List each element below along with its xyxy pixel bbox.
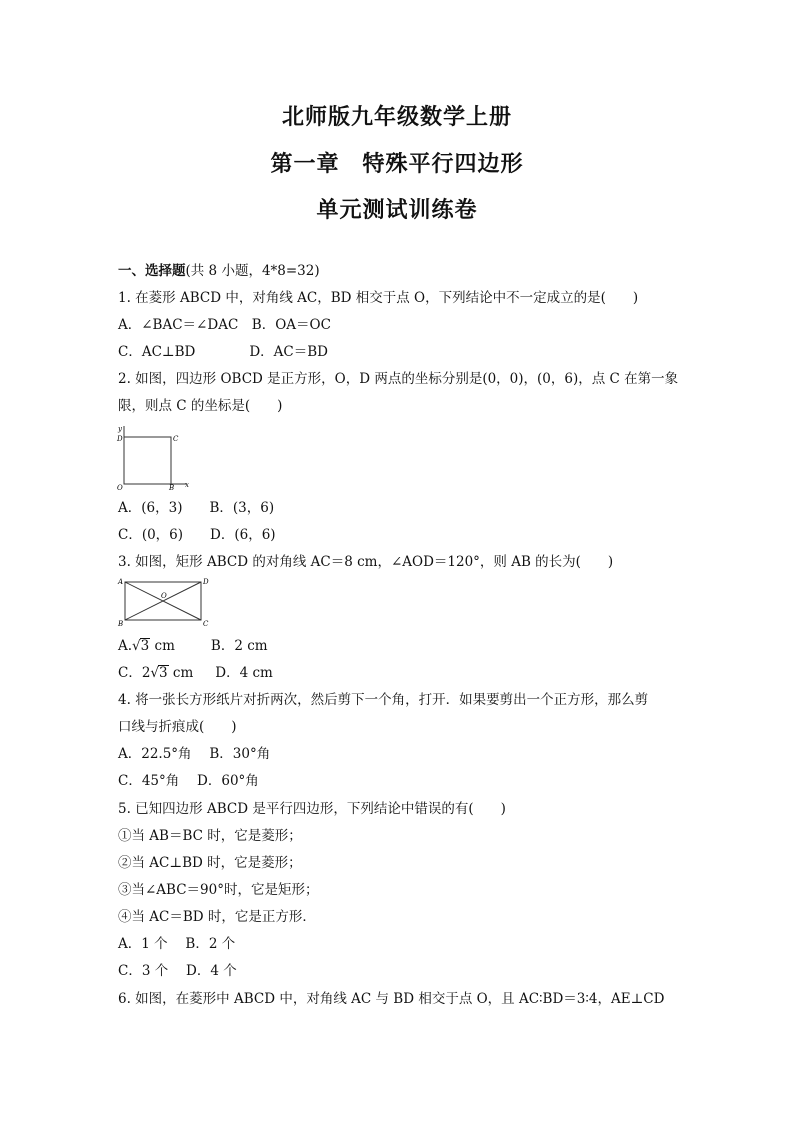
q3-option-a-radicand: 3 bbox=[140, 638, 150, 654]
label-d: D bbox=[117, 435, 123, 443]
q5-item-3: ③当∠ABC＝90°时，它是矩形； bbox=[118, 882, 319, 898]
sqrt-sign: √3 bbox=[150, 665, 168, 681]
q3-option-a-prefix: A. bbox=[118, 638, 133, 654]
label-d: D bbox=[203, 578, 209, 586]
q5-options-ab: A．1 个 B．2 个 bbox=[118, 936, 236, 952]
q2-stem-line2: 限，则点 C 的坐标是( ) bbox=[118, 398, 283, 414]
label-y: y bbox=[118, 425, 122, 433]
label-b: B bbox=[118, 620, 124, 628]
q2-square-figure bbox=[116, 422, 192, 492]
q4-options-ab: A．22.5°角 B．30°角 bbox=[118, 746, 271, 762]
q4-options-cd: C．45°角 D．60°角 bbox=[118, 773, 259, 789]
q4-stem-line1: 4. 将一张长方形纸片对折两次，然后剪下一个角，打开．如果要剪出一个正方形，那么剪 bbox=[118, 692, 649, 708]
q1-stem: 1. 在菱形 ABCD 中，对角线 AC，BD 相交于点 O，下列结论中不一定成立的是( ) bbox=[118, 290, 639, 306]
q2-options-cd: C．(0，6) D．(6，6) bbox=[118, 527, 276, 543]
q3-rectangle-figure bbox=[116, 576, 214, 630]
q2-stem-line1: 2. 如图，四边形 OBCD 是正方形，O，D 两点的坐标分别是(0，0)，(0，6)，点 C 在第一象 bbox=[118, 371, 679, 387]
q5-item-1: ①当 AB＝BC 时，它是菱形； bbox=[118, 828, 302, 844]
test-title: 单元测试训练卷 bbox=[316, 198, 478, 223]
sqrt-sign: √3 bbox=[132, 638, 150, 654]
square-obcd bbox=[124, 437, 171, 484]
q3-option-c bbox=[118, 665, 193, 681]
label-b: B bbox=[169, 484, 175, 492]
q3-options-ab bbox=[118, 637, 678, 655]
q3-option-d: D．4 cm bbox=[215, 665, 273, 681]
label-x: x bbox=[185, 481, 189, 489]
q6-stem: 6. 如图，在菱形中 ABCD 中，对角线 AC 与 BD 相交于点 O，且 AC∶BD＝3∶4，AE⊥CD bbox=[118, 991, 665, 1007]
section-title: 一、选择题 bbox=[118, 263, 186, 279]
label-o: O bbox=[117, 484, 123, 492]
section-note: (共 8 小题，4*8=32) bbox=[185, 263, 320, 279]
q3-option-b: B．2 cm bbox=[210, 638, 268, 654]
q3-options-cd bbox=[118, 664, 678, 682]
q3-option-c-unit: cm bbox=[168, 665, 194, 681]
label-c: C bbox=[173, 435, 179, 443]
q5-item-4: ④当 AC＝BD 时，它是正方形． bbox=[118, 909, 316, 925]
q1-options-cd: C．AC⊥BD D．AC＝BD bbox=[118, 344, 328, 360]
q3-option-a-unit: cm bbox=[150, 638, 175, 654]
q1-options-ab: A．∠BAC＝∠DAC B．OA＝OC bbox=[118, 317, 331, 333]
q4-stem-line2: 口线与折痕成( ) bbox=[118, 719, 237, 735]
label-o: O bbox=[161, 592, 167, 600]
q5-stem: 5. 已知四边形 ABCD 是平行四边形，下列结论中错误的有( ) bbox=[118, 801, 506, 817]
q2-options-ab: A．(6，3) B．(3，6) bbox=[118, 500, 275, 516]
q5-options-cd: C．3 个 D．4 个 bbox=[118, 963, 237, 979]
label-a: A bbox=[118, 578, 124, 586]
section-heading bbox=[118, 262, 678, 280]
q3-option-c-radicand: 3 bbox=[159, 665, 168, 681]
book-title: 北师版九年级数学上册 bbox=[281, 105, 512, 130]
q5-item-2: ②当 AC⊥BD 时，它是菱形； bbox=[118, 855, 302, 871]
q3-stem: 3. 如图，矩形 ABCD 的对角线 AC＝8 cm，∠AOD＝120°，则 AB 的长为( ) bbox=[118, 554, 614, 570]
chapter-title: 第一章 特殊平行四边形 bbox=[270, 152, 524, 177]
label-c: C bbox=[203, 620, 209, 628]
q3-option-c-prefix: C．2 bbox=[118, 665, 151, 681]
q3-option-a bbox=[118, 638, 175, 654]
